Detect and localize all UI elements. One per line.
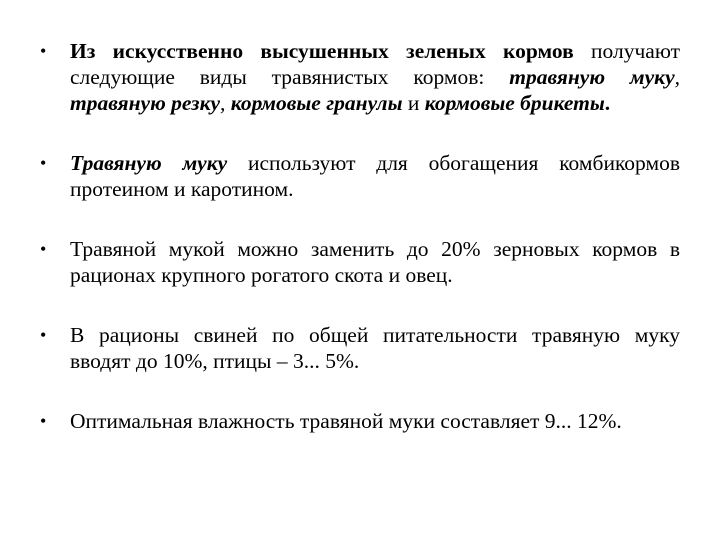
bullet-item-grass-meal-use (40, 150, 680, 202)
bullet-marker: • (40, 153, 47, 173)
bullet-list (40, 38, 680, 468)
bullet-item-moisture (40, 408, 680, 434)
bullet-marker: • (40, 41, 47, 61)
bullet-marker: • (40, 411, 47, 431)
item-text: используют для обогащения комбикормов протеином и каротином. (70, 151, 680, 201)
item-text: Оптимальная влажность травяной муки составляет 9... 12%. (70, 409, 622, 433)
item-text-bold-italic: травяную резку (70, 91, 221, 115)
item-text-bold-italic: Травяную муку (70, 151, 228, 175)
item-text: Травяной мукой можно заменить до 20% зерновых кормов в рационах крупного рогатого скота и овец. (70, 237, 680, 287)
item-text-bold: . (604, 91, 611, 115)
item-text-bold-italic: кормовые гранулы (230, 91, 403, 115)
item-text-bold: Из искусственно высушенных зеленых кормов (70, 39, 574, 63)
item-text-italic: , (220, 91, 231, 115)
item-text-italic: , (674, 65, 680, 89)
bullet-marker: • (40, 325, 47, 345)
item-text: и (402, 91, 425, 115)
bullet-item-cattle-replacement (40, 236, 680, 288)
item-text: В рационы свиней по общей питательности травяную муку вводят до 10%, птицы – 3... 5%. (70, 323, 680, 373)
bullet-item-pigs-poultry (40, 322, 680, 374)
bullet-item-grass-feeds (40, 38, 680, 116)
bullet-marker: • (40, 239, 47, 259)
item-text-bold-italic: травяную муку (509, 65, 675, 89)
item-text-bold-italic: кормовые брикеты (424, 91, 605, 115)
item-text: получают следующие виды травянистых кормов: (70, 39, 681, 89)
